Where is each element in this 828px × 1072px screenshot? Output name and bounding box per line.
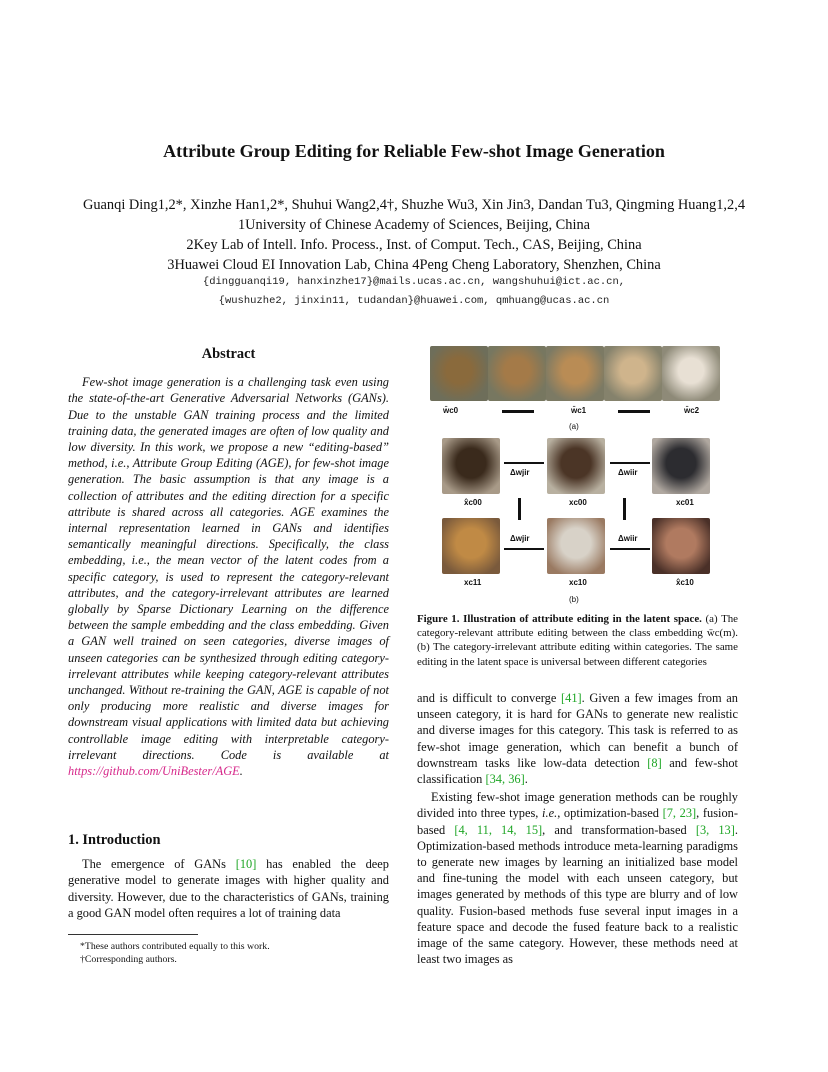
citation-3-13[interactable]: [3, 13] [695,822,735,837]
citation-10[interactable]: [10] [235,857,257,872]
label-x-c1-1: xc11 [464,578,482,587]
abstract-text: Few-shot image generation is a challenging task even using the state-of-the-art Generative Adversarial Networks (GANs). Due to the unstable GAN training process and the limited training data, the generated images are often of low quality and low diversity. In this work, we propose a new “editing-based” method, i.e., Attribute Group Editing (AGE), for few-shot image generation. The basic assumption is that any image is a collection of attributes and the editing direction for a specific attribute is shared across all categories. AGE examines the internal representation learned in GANs and identifies semantically meaningful directions. Specifically, the class embedding, i.e., the mean vector of the latent codes from a specific category, is used to represent the category-relevant attributes, and the category-irrelevant attributes are learned globally by Sparse Dictionary Learning on the difference between the sample embedding and the class embedding. Given a GAN well trained on seen categories, diverse images of unseen categories can be synthesized through editing category-irrelevant attributes while keeping category-relevant attributes unchanged. Without re-training the GAN, AGE is capable of not only producing more realistic and diverse images for downstream visual applications with limited data but achieving controllable image editing with interpretable category-irrelevant directions. Code is available at [68,375,389,762]
caption-text: (a) The category-relevant attribute editing between the class embedding w̄c(m). (b) The category-irrelevant attribute editing within categories. The same editing in the latent space is universal between different categories [417,613,738,668]
right-paragraph-2 [417,789,738,967]
authors-line: Guanqi Ding1,2*, Xinzhe Han1,2*, Shuhui Wang2,4†, Shuzhe Wu3, Xin Jin3, Dandan Tu3, Qingming Huang1,2,4 [82,197,746,213]
rp1-c: and few-shot classification [417,755,738,787]
right-column-text [417,690,738,967]
label-x-0: xc00 [569,498,587,507]
citation-7-23[interactable]: [7, 23] [662,806,697,821]
arrow-up-1 [518,498,521,520]
arrow-right-2 [618,410,650,413]
arrow-left-2 [504,548,544,550]
footnote-equal-contribution: *These authors contributed equally to this work. [80,941,270,952]
label-x-hat-0: x̂c00 [464,498,482,507]
rp2-b: , optimization-based [557,806,659,821]
label-b: (b) [569,595,579,604]
dog-image-r2-left [442,518,500,574]
rp2-d: , and transformation-based [542,822,687,837]
affiliation-1: 1University of Chinese Academy of Sciences, Beijing, China [237,217,591,233]
rp1-b: . Given a few images from an unseen category, it is hard for GANs to generate new realistic and diverse images for this category. This task is referred to as few-shot image generation, which can benefit a bunch of downstream tasks like low-data detection [417,691,738,770]
right-paragraph-1: and is difficult to converge [41]. Given a few images from an unseen category, it is hard for GANs to generate new realistic and diverse images for this category. This task is referred to as few-shot image generation, which can benefit a bunch of downstream tasks like low-data detection [8] and few-shot classification [34, 36]. [417,691,738,787]
arrow-right-3 [610,462,650,464]
caption-title: Figure 1. Illustration of attribute editing in the latent space. [417,613,702,625]
dog-image-r1-left [442,438,500,494]
rp2-ie: i.e. [542,806,558,821]
email-block [0,273,828,311]
arrow-right-4 [610,548,650,550]
email-line-2: {wushuzhe2, jinxin11, tudandan}@huawei.com, qmhuang@ucas.ac.cn [218,295,610,307]
author-block [0,195,828,275]
code-link[interactable]: https://github.com/UniBester/AGE [68,764,240,779]
delta-label-2: Δwiir [618,468,638,477]
dog-image-strip-2 [488,346,546,401]
label-x-hat-c1: x̂c10 [676,578,694,587]
footnote-rule [68,934,198,935]
dog-image-r1-right [652,438,710,494]
affiliation-3: 3Huawei Cloud EI Innovation Lab, China 4Peng Cheng Laboratory, Shenzhen, China [167,257,661,273]
abstract-section [68,346,389,779]
affiliation-2: 2Key Lab of Intell. Info. Process., Inst. of Comput. Tech., CAS, Beijing, China [186,237,642,253]
intro-text-a: The emergence of GANs [82,857,226,872]
delta-label-1: Δwjir [510,468,530,477]
delta-label-4: Δwiir [618,534,638,543]
rp1-a: and is difficult to converge [417,691,557,705]
label-a: (a) [569,422,579,431]
dog-image-r2-right [652,518,710,574]
email-line-1: {dingguanqi19, hanxinzhe17}@mails.ucas.ac.cn, wangshuhui@ict.ac.cn, [202,276,626,288]
introduction-section [68,832,389,921]
label-x-c1-0: xc10 [569,578,587,587]
figure-caption [417,612,738,669]
citation-34-36[interactable]: [34, 36] [485,772,525,787]
arrow-left-1 [504,462,544,464]
intro-text-b: has enabled the deep generative model to generate images with higher quality and diversity. However, due to the characteristics of GANs, training a good GAN model often requires a lot of training data [68,857,389,920]
dog-image-strip-4 [604,346,662,401]
rp2-c: , fusion-based [417,806,738,837]
abstract-paragraph: Few-shot image generation is a challenging task even using the state-of-the-art Generative Adversarial Networks (GANs). Due to the unstable GAN training process and the limited training data, the generated images are often of low quality and low diversity. In this work, we propose a new “editing-based” method, i.e., Attribute Group Editing (AGE), for few-shot image generation. The basic assumption is that any image is a collection of attributes and the editing direction for a specific attribute is shared across all categories. AGE examines the internal representation learned in GANs and identifies semantically meaningful directions. Specifically, the class embedding, i.e., the mean vector of the latent codes from a specific category, is used to represent the category-relevant attributes, and the category-irrelevant attributes are learned globally by Sparse Dictionary Learning on the difference between the sample embedding and the class embedding. Given a GAN well trained on seen categories, diverse images of unseen categories can be synthesized through editing category-irrelevant attributes while keeping category-relevant attributes unchanged. Without re-training the GAN, AGE is capable of not only producing more realistic and diverse images for downstream visual applications with limited data but achieving controllable image editing with interpretable category-irrelevant directions. Code is available at https://github.com/UniBester/AGE. [68,375,389,779]
figure-1 [430,346,720,608]
footnote-corresponding: †Corresponding authors. [80,954,177,965]
intro-paragraph [68,856,389,921]
dog-image-strip-5 [662,346,720,401]
arrow-down-1 [623,498,626,520]
delta-label-3: Δwjir [510,534,530,543]
dog-image-r1-center [547,438,605,494]
citation-4-11-14-15[interactable]: [4, 11, 14, 15] [454,822,543,837]
intro-heading: 1. Introduction [68,832,161,848]
dog-image-strip-3 [546,346,604,401]
label-w-c1: w̄c1 [571,406,587,415]
dog-image-r2-center [547,518,605,574]
rp2-e: . Optimization-based methods introduce meta-learning paradigms to generate new images by learning an initialized base model and fine-tuning the model with each unseen category, but images generated by methods of this type are blurry and of low quality. Fusion-based methods fuse several input images in a feature space and decode the fused feature back to a realistic image of the same category. However, these methods need at least two images as [417,822,738,967]
label-x-1: xc01 [676,498,694,507]
label-w-c2: w̄c2 [684,406,700,415]
citation-41[interactable]: [41] [561,691,582,705]
citation-8[interactable]: [8] [647,755,662,770]
abstract-heading: Abstract [201,346,256,362]
rp2-a: Existing few-shot image generation methods can be roughly divided into three types, [417,790,738,821]
dog-image-strip-1 [430,346,488,401]
paper-title: Attribute Group Editing for Reliable Few-shot Image Generation [163,141,665,161]
arrow-right-1 [502,410,534,413]
footnotes [68,940,389,966]
label-w-c0: w̄c0 [443,406,459,415]
